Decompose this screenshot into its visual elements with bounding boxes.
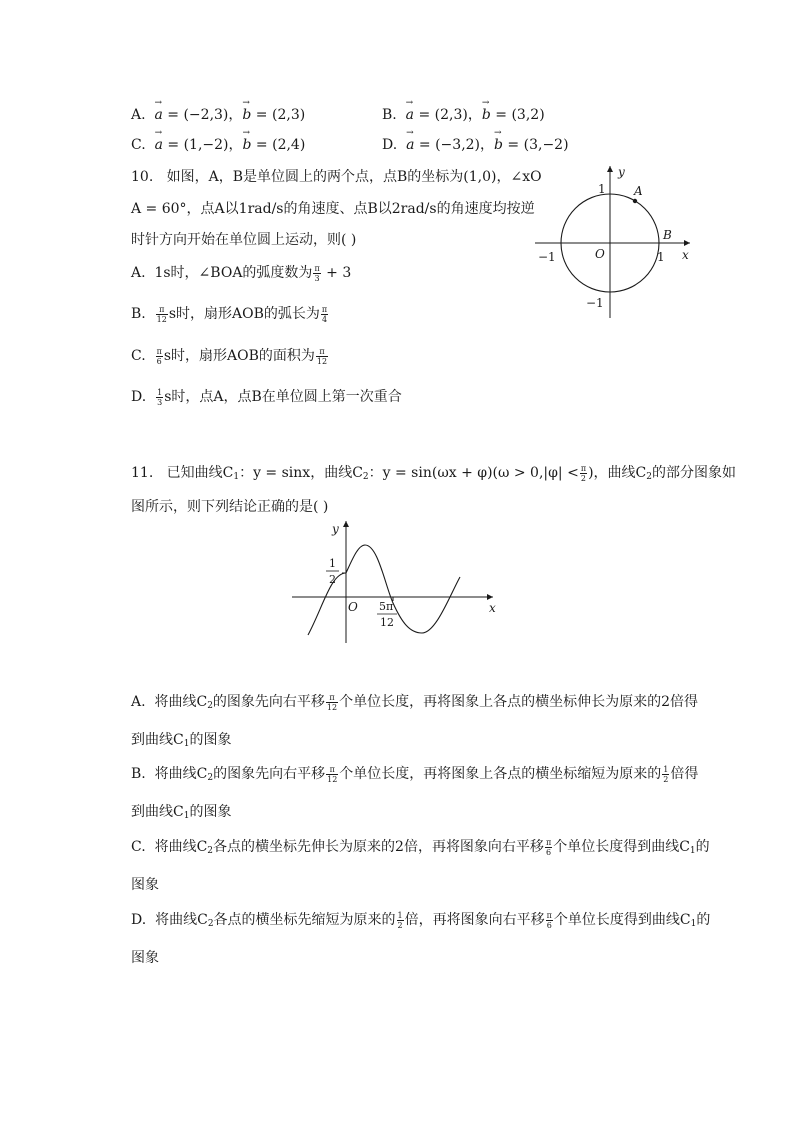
- fraction: $\frac{\pi}{2}$: [580, 463, 587, 483]
- origin-label: O: [348, 600, 358, 614]
- fraction: $\frac{\pi}{12}$: [156, 304, 167, 324]
- x-axis-label: x: [489, 601, 496, 615]
- vector-b-symbol: → b: [242, 107, 251, 123]
- q9-option-d: D. → a = (−3,2)，→ b = (3,−2): [382, 134, 569, 154]
- vector-a-symbol: → a: [406, 107, 414, 123]
- tick-neg1-left: −1: [538, 250, 556, 264]
- q11-option-a-line1: A. 将曲线$C_2$的图象先向右平移 $\frac{\pi}{12}$ 个单位长度，再将图象上各点的横坐标伸长为原来的2倍得: [131, 692, 699, 712]
- vector-a-symbol: → a: [406, 137, 414, 153]
- q9-option-c: C. → a = (1,−2)，→ b = (2,4): [131, 134, 305, 154]
- x-axis-label: x: [682, 248, 689, 262]
- vector-b-symbol: → b: [243, 137, 252, 153]
- y-axis-label: y: [618, 165, 625, 179]
- q10-stem-line3: 时针方向开始在单位圆上运动，则( ): [131, 232, 357, 248]
- q11-number: 11.: [131, 465, 154, 481]
- x-tick-numerator: 5π: [379, 600, 394, 613]
- q11-sine-graph-figure: [290, 515, 505, 645]
- q11-stem-line1: 11. 已知曲线$C_1$：y = sinx，曲线$C_2$：y = sin(ωx + φ)(ω > 0,|φ| < $\frac{\pi}{2}$ )，曲线$C_2$的部分图象如: [131, 463, 736, 483]
- fraction: $\frac{1}{2}$: [663, 764, 669, 784]
- q10-option-d: D. $\frac{1}{3}$ s时，点A，点B在单位圆上第一次重合: [131, 387, 402, 407]
- q11-option-a-line2: 到曲线$C_1$的图象: [131, 732, 232, 749]
- q11-option-d-line1: D. 将曲线$C_2$各点的横坐标先缩短为原来的 $\frac{1}{2}$ 倍，再将图象向右平移 $\frac{\pi}{6}$ 个单位长度得到曲线$C_1$的: [131, 910, 711, 930]
- y-tick-denominator: 2: [329, 573, 336, 586]
- fraction: $\frac{\pi}{12}$: [316, 346, 328, 366]
- point-b-label: B: [663, 228, 672, 242]
- y-axis-label: y: [332, 522, 339, 536]
- q11-option-c-line1: C. 将曲线$C_2$各点的横坐标先伸长为原来的2倍，再将图象向右平移 $\frac{\pi}{6}$ 个单位长度得到曲线$C_1$的: [131, 837, 710, 857]
- fraction: $\frac{\pi}{6}$: [545, 837, 552, 857]
- q10-stem-line2: A = 60°，点A以1rad/s的角速度、点B以2rad/s的角速度均按逆: [131, 201, 535, 217]
- tick-neg1-bottom: −1: [586, 296, 604, 310]
- q11-option-d-line2: 图象: [131, 950, 159, 966]
- q11-option-b-line2: 到曲线$C_1$的图象: [131, 804, 232, 821]
- q11-option-c-line2: 图象: [131, 877, 159, 893]
- fraction: $\frac{\pi}{4}$: [321, 304, 328, 324]
- vector-a-symbol: → a: [155, 137, 163, 153]
- point-a-dot: [633, 199, 637, 203]
- vector-b-symbol: → b: [482, 107, 491, 123]
- q10-option-c: C. $\frac{\pi}{6}$ s时，扇形AOB的面积为 $\frac{\pi}{12}$: [131, 346, 328, 366]
- q10-option-b: B. $\frac{\pi}{12}$ s时，扇形AOB的弧长为 $\frac{\pi}{4}$: [131, 304, 328, 324]
- x-tick-denominator: 12: [380, 616, 394, 629]
- origin-label: O: [595, 247, 605, 261]
- fraction: $\frac{1}{3}$: [157, 387, 163, 407]
- q10-option-a: A. 1s时，∠BOA的弧度数为 $\frac{\pi}{3}$ + 3: [131, 263, 352, 283]
- fraction: $\frac{\pi}{12}$: [327, 764, 338, 784]
- fraction: $\frac{1}{2}$: [397, 910, 403, 930]
- q9-option-b: B. → a = (2,3)，→ b = (3,2): [382, 104, 545, 124]
- q9-option-a: A. → a = (−2,3)，→ b = (2,3): [131, 104, 305, 124]
- q11-stem-line2: 图所示，则下列结论正确的是( ): [131, 499, 329, 515]
- tick-1-top: 1: [598, 182, 606, 196]
- fraction: $\frac{\pi}{6}$: [546, 910, 552, 930]
- y-tick-numerator: 1: [329, 557, 336, 570]
- point-a-label: A: [634, 184, 643, 198]
- q10-unit-circle-figure: [530, 160, 700, 325]
- fraction: $\frac{\pi}{3}$: [314, 263, 320, 283]
- fraction: $\frac{\pi}{6}$: [156, 346, 162, 366]
- q10-number: 10.: [131, 169, 154, 185]
- tick-1-right: 1: [657, 250, 665, 264]
- q10-stem-line1: 10. 如图，A，B是单位圆上的两个点，点B的坐标为(1,0)，∠xO: [131, 169, 542, 185]
- vector-b-symbol: → b: [494, 137, 503, 153]
- fraction: $\frac{\pi}{12}$: [326, 692, 338, 712]
- vector-a-symbol: → a: [154, 107, 162, 123]
- q11-option-b-line1: B. 将曲线$C_2$的图象先向右平移 $\frac{\pi}{12}$ 个单位长度，再将图象上各点的横坐标缩短为原来的 $\frac{1}{2}$ 倍得: [131, 764, 699, 784]
